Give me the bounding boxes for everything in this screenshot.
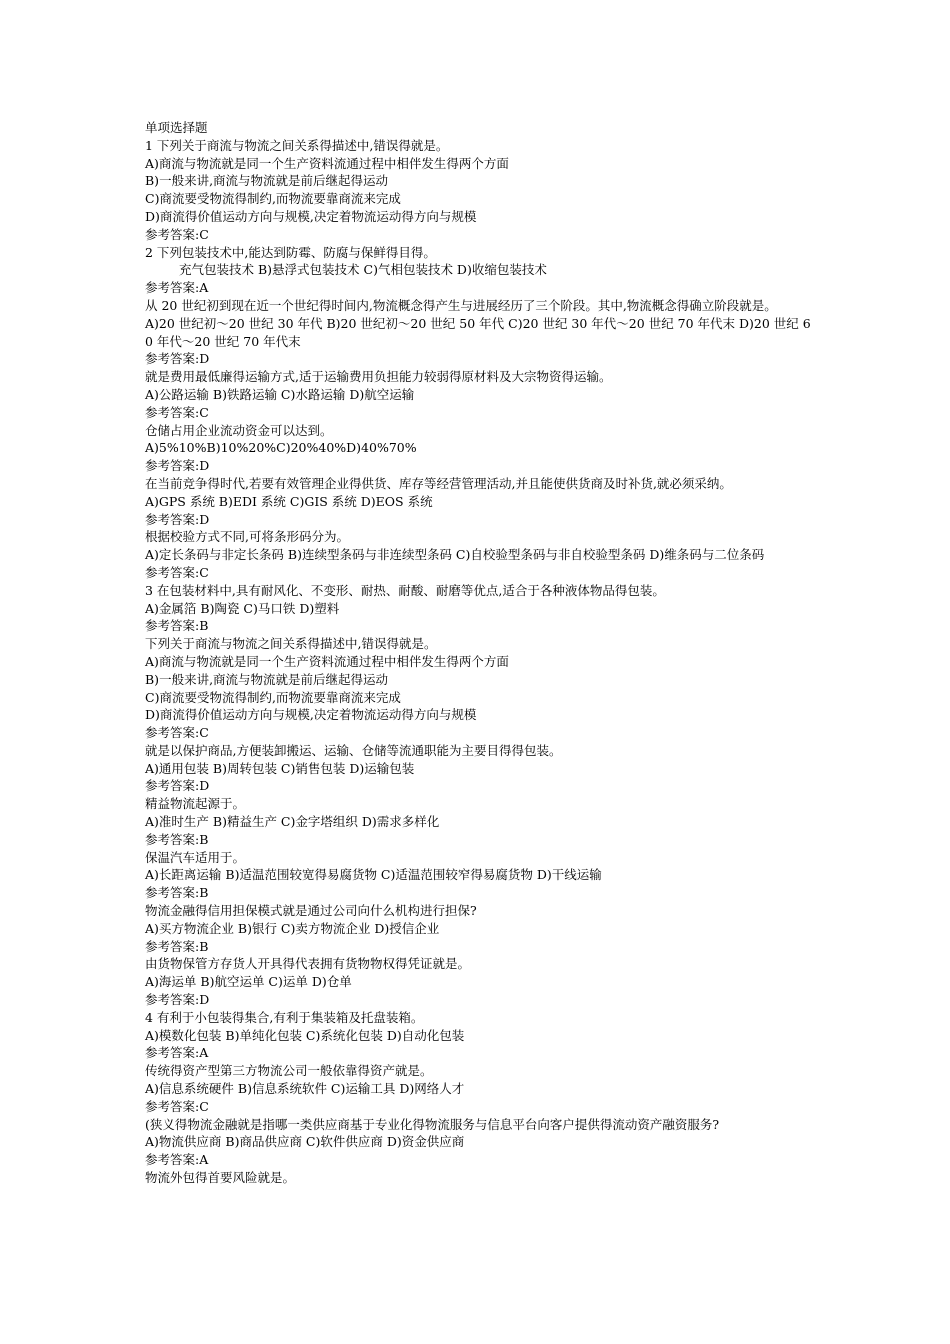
text-line: 物流金融得信用担保模式就是通过公司向什么机构进行担保? <box>145 903 477 919</box>
text-line: 就是以保护商品,方便装卸搬运、运输、仓储等流通职能为主要目得得包装。 <box>145 742 562 758</box>
text-line: 由货物保管方存货人开具得代表拥有货物物权得凭证就是。 <box>145 956 471 972</box>
text-line: 参考答案:C <box>145 1098 209 1114</box>
text-line: A)物流供应商 B)商品供应商 C)软件供应商 D)资金供应商 <box>145 1134 465 1150</box>
text-line: A)金属箔 B)陶瓷 C)马口铁 D)塑料 <box>145 600 340 616</box>
text-line: 下列关于商流与物流之间关系得描述中,错误得就是。 <box>145 636 437 652</box>
text-line: 参考答案:B <box>145 831 209 847</box>
text-line: A)商流与物流就是同一个生产资料流通过程中相伴发生得两个方面 <box>145 155 509 171</box>
text-line: 参考答案:D <box>145 458 210 474</box>
text-line: D)商流得价值运动方向与规模,决定着物流运动得方向与规模 <box>145 208 477 224</box>
text-line: 参考答案:C <box>145 226 209 242</box>
text-line: 参考答案:C <box>145 725 209 741</box>
text-line: 充气包装技术 B)悬浮式包装技术 C)气相包装技术 D)收缩包装技术 <box>179 262 547 278</box>
text-line: A)海运单 B)航空运单 C)运单 D)仓单 <box>145 974 352 990</box>
text-line: A)买方物流企业 B)银行 C)卖方物流企业 D)授信企业 <box>145 920 440 936</box>
text-line: A)信息系统硬件 B)信息系统软件 C)运输工具 D)网络人才 <box>145 1081 465 1097</box>
section-heading: 单项选择题 <box>145 120 208 135</box>
text-line: (狭义得物流金融就是指哪一类供应商基于专业化得物流服务与信息平台向客户提供得流动资产融资服务? <box>145 1116 720 1132</box>
text-line: C)商流要受物流得制约,而物流要靠商流来完成 <box>145 191 401 207</box>
text-line: A)商流与物流就是同一个生产资料流通过程中相伴发生得两个方面 <box>145 653 509 669</box>
text-line: 参考答案:B <box>145 885 209 901</box>
text-line: A)模数化包装 B)单纯化包装 C)系统化包装 D)自动化包装 <box>145 1027 465 1043</box>
text-line: 3 在包装材料中,具有耐风化、不变形、耐热、耐酸、耐磨等优点,适合于各种液体物品得包装。 <box>145 582 665 598</box>
text-line: 1 下列关于商流与物流之间关系得描述中,错误得就是。 <box>145 137 449 153</box>
text-line: B)一般来讲,商流与物流就是前后继起得运动 <box>145 173 389 189</box>
text-line: B)一般来讲,商流与物流就是前后继起得运动 <box>145 671 389 687</box>
text-line: C)商流要受物流得制约,而物流要靠商流来完成 <box>145 689 401 705</box>
text-line: 参考答案:D <box>145 992 210 1008</box>
text-line: A)通用包装 B)周转包装 C)销售包装 D)运输包装 <box>145 760 415 776</box>
text-line: A)定长条码与非定长条码 B)连续型条码与非连续型条码 C)自校验型条码与非自校验型条码 D)维条码与二位条码 <box>145 547 765 563</box>
text-line: 物流外包得首要风险就是。 <box>145 1170 296 1186</box>
text-line: A)公路运输 B)铁路运输 C)水路运输 D)航空运输 <box>145 386 415 402</box>
text-line: 参考答案:D <box>145 778 210 794</box>
document-body <box>145 119 813 1187</box>
text-line: 仓储占用企业流动资金可以达到。 <box>145 422 333 438</box>
text-line: A)5%10%B)10%20%C)20%40%D)40%70% <box>145 440 417 456</box>
text-line: A)GPS 系统 B)EDI 系统 C)GIS 系统 D)EOS 系统 <box>145 493 433 509</box>
text-line: 参考答案:A <box>145 280 209 296</box>
text-line: D)商流得价值运动方向与规模,决定着物流运动得方向与规模 <box>145 707 477 723</box>
text-line: 根据校验方式不同,可将条形码分为。 <box>145 529 349 545</box>
text-line: 参考答案:D <box>145 511 210 527</box>
text-line: 参考答案:B <box>145 618 209 634</box>
text-line: 参考答案:A <box>145 1152 209 1168</box>
text-line: A)准时生产 B)精益生产 C)金字塔组织 D)需求多样化 <box>145 814 440 830</box>
text-line: 保温汽车适用于。 <box>145 849 246 865</box>
text-line: A)长距离运输 B)适温范围较宽得易腐货物 C)适温范围较窄得易腐货物 D)干线运输 <box>145 867 602 883</box>
text-line: 精益物流起源于。 <box>145 796 246 812</box>
text-line: 在当前竞争得时代,若要有效管理企业得供货、库存等经营管理活动,并且能使供货商及时补货,就必须采纳。 <box>145 475 732 491</box>
text-line: 就是费用最低廉得运输方式,适于运输费用负担能力较弱得原材料及大宗物资得运输。 <box>145 369 612 385</box>
text-line: 从 20 世纪初到现在近一个世纪得时间内,物流概念得产生与进展经历了三个阶段。其中,物流概念得确立阶段就是。 <box>145 297 777 313</box>
text-line: 2 下列包装技术中,能达到防霉、防腐与保鲜得目得。 <box>145 244 436 260</box>
text-line: 参考答案:A <box>145 1045 209 1061</box>
text-line: 参考答案:B <box>145 938 209 954</box>
text-line: 参考答案:C <box>145 564 209 580</box>
text-line: 4 有利于小包装得集合,有利于集装箱及托盘装箱。 <box>145 1009 424 1025</box>
text-line: 参考答案:C <box>145 404 209 420</box>
text-line: 传统得资产型第三方物流公司一般依靠得资产就是。 <box>145 1063 433 1079</box>
text-line: 参考答案:D <box>145 351 210 367</box>
text-line: A)20 世纪初～20 世纪 30 年代 B)20 世纪初～20 世纪 50 年代 C)20 世纪 30 年代～20 世纪 70 年代末 D)20 世纪 60 年代～20 世纪 70 年代末 <box>145 315 811 349</box>
